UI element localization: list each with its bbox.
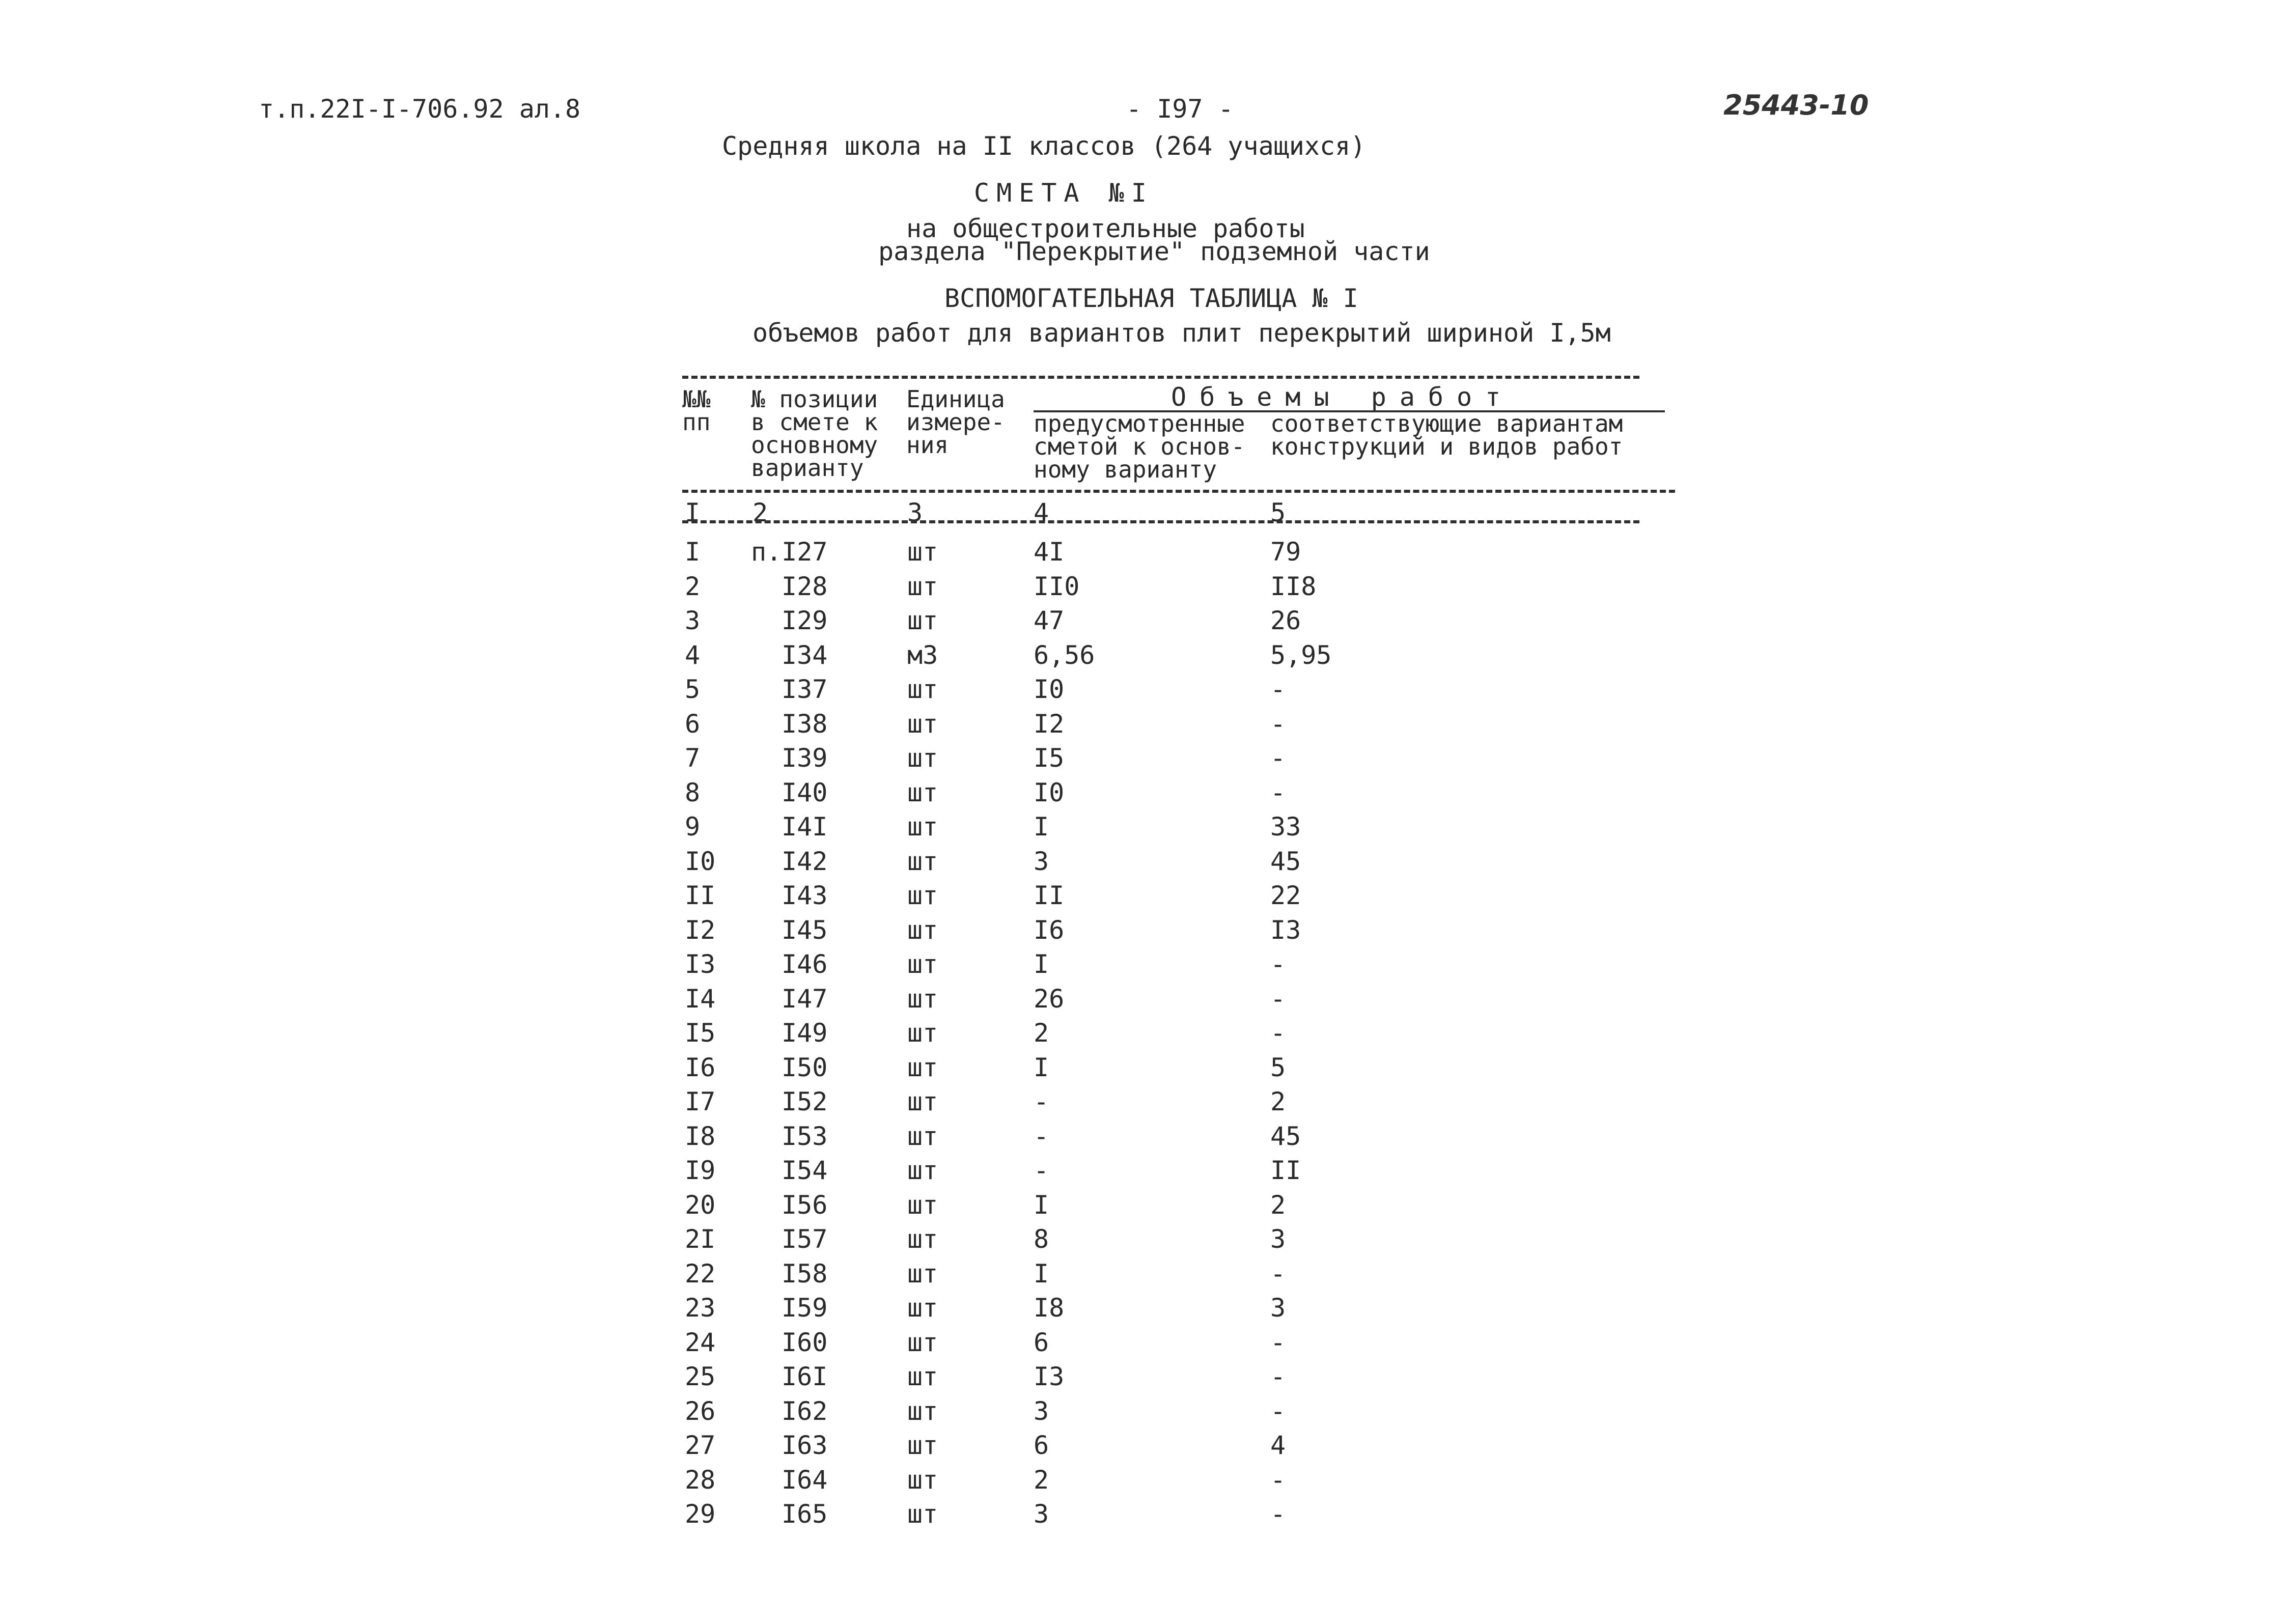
row-number: I0 [685, 846, 716, 876]
position-number: I64 [782, 1465, 828, 1495]
table-top-rule [682, 376, 1639, 379]
position-number: I65 [782, 1499, 828, 1529]
table-row [0, 1122, 2285, 1156]
unit: шт [907, 1431, 938, 1460]
volume-variant: 2 [1270, 1190, 1286, 1220]
row-number: I4 [685, 984, 716, 1014]
unit: шт [907, 1465, 938, 1495]
table-row [0, 1328, 2285, 1362]
unit: шт [907, 571, 938, 601]
volume-variant: - [1270, 1499, 1286, 1529]
table-row [0, 640, 2285, 675]
table-row [0, 1259, 2285, 1294]
table-row [0, 778, 2285, 813]
row-number: 20 [685, 1190, 716, 1220]
row-number: 5 [685, 675, 701, 704]
volume-variant: - [1270, 1327, 1286, 1357]
position-number: I37 [782, 675, 828, 704]
school-title: Средняя школа на II классов (264 учащихся) [722, 131, 1366, 161]
table-row [0, 572, 2285, 606]
table-row [0, 1465, 2285, 1500]
aux-table-description: объемов работ для вариантов плит перекрытий шириной I,5м [753, 318, 1611, 348]
table-row [0, 1224, 2285, 1259]
volume-basic: II [1034, 881, 1065, 910]
position-number: I59 [782, 1293, 828, 1323]
position-number: I60 [782, 1327, 828, 1357]
position-number: I54 [782, 1156, 828, 1185]
unit: шт [907, 1499, 938, 1529]
row-number: 6 [685, 709, 701, 739]
volume-basic: 3 [1034, 1396, 1049, 1426]
volume-basic: 6 [1034, 1327, 1049, 1357]
row-number: 29 [685, 1499, 716, 1529]
position-number: I40 [782, 777, 828, 807]
volume-variant: 4 [1270, 1431, 1286, 1460]
table-row [0, 743, 2285, 778]
header-col-1: №№ пп [682, 385, 711, 436]
header-bottom-rule [682, 490, 1675, 493]
position-number: I29 [782, 606, 828, 635]
volume-variant: - [1270, 1465, 1286, 1495]
volume-basic: 6,56 [1034, 640, 1095, 670]
unit: шт [907, 1258, 938, 1289]
volume-variant: - [1270, 675, 1286, 704]
row-number: 4 [685, 640, 701, 670]
row-number: 7 [685, 743, 701, 773]
table-row [0, 1156, 2285, 1190]
table-row [0, 1431, 2285, 1465]
volume-variant: 3 [1270, 1293, 1286, 1323]
table-row [0, 709, 2285, 744]
row-number: I2 [685, 915, 716, 945]
volume-basic: I5 [1034, 743, 1065, 773]
volume-basic: 2 [1034, 1018, 1049, 1048]
position-number: I34 [782, 640, 828, 670]
unit: шт [907, 675, 938, 704]
volume-basic: I3 [1034, 1362, 1065, 1391]
row-number: I9 [685, 1156, 716, 1185]
volume-basic: I0 [1034, 675, 1065, 704]
position-number: I46 [782, 949, 828, 979]
volume-basic: 8 [1034, 1224, 1049, 1254]
volume-basic: I [1034, 1258, 1049, 1289]
column-numbers-rule [682, 520, 1639, 523]
volume-basic: I [1034, 949, 1049, 979]
volume-basic: II0 [1034, 571, 1080, 601]
unit: шт [907, 1396, 938, 1426]
table-row [0, 1362, 2285, 1396]
position-number: I38 [782, 709, 828, 739]
unit: шт [907, 846, 938, 876]
row-number: 9 [685, 812, 701, 842]
table-row [0, 1087, 2285, 1122]
document-reference: т.п.22I-I-706.92 ал.8 [259, 94, 581, 124]
table-row [0, 675, 2285, 709]
column-number-5: 5 [1270, 498, 1286, 527]
volume-variant: - [1270, 984, 1286, 1014]
column-number-1: I [685, 498, 701, 527]
row-number: II [685, 881, 716, 910]
unit: шт [907, 1327, 938, 1357]
table-row [0, 984, 2285, 1019]
table-row [0, 949, 2285, 984]
unit: шт [907, 743, 938, 773]
column-number-2: 2 [753, 498, 768, 527]
unit: шт [907, 1087, 938, 1116]
position-number: I45 [782, 915, 828, 945]
unit: шт [907, 984, 938, 1014]
unit: шт [907, 1190, 938, 1220]
aux-table-title: ВСПОМОГАТЕЛЬНАЯ ТАБЛИЦА № I [944, 284, 1358, 313]
position-number: п.I27 [751, 537, 828, 567]
volume-variant: II [1270, 1156, 1301, 1185]
header-col-3: Единица измере- ния [906, 385, 1005, 459]
table-row [0, 1018, 2285, 1053]
table-row [0, 847, 2285, 881]
row-number: 8 [685, 777, 701, 807]
volume-basic: I0 [1034, 777, 1065, 807]
volume-variant: 79 [1270, 537, 1301, 567]
unit: шт [907, 949, 938, 979]
header-col-5: соответствующие вариантам конструкций и видов работ [1270, 410, 1623, 460]
row-number: 28 [685, 1465, 716, 1495]
row-number: 26 [685, 1396, 716, 1426]
column-number-4: 4 [1034, 498, 1049, 527]
row-number: I6 [685, 1052, 716, 1082]
volume-variant: 26 [1270, 606, 1301, 635]
volume-variant: I3 [1270, 915, 1301, 945]
table-row [0, 1053, 2285, 1087]
volume-basic: - [1034, 1121, 1049, 1151]
table-row [0, 1499, 2285, 1534]
row-number: 24 [685, 1327, 716, 1357]
table-row [0, 1293, 2285, 1328]
volume-variant: - [1270, 743, 1286, 773]
position-number: I53 [782, 1121, 828, 1151]
position-number: I43 [782, 881, 828, 910]
volume-basic: I6 [1034, 915, 1065, 945]
unit: шт [907, 1052, 938, 1082]
table-row [0, 1396, 2285, 1431]
row-number: 27 [685, 1431, 716, 1460]
volume-variant: 5,95 [1270, 640, 1332, 670]
unit: шт [907, 1224, 938, 1254]
volume-variant: - [1270, 949, 1286, 979]
table-row [0, 537, 2285, 572]
volume-variant: 33 [1270, 812, 1301, 842]
volume-basic: I [1034, 1190, 1049, 1220]
volume-basic: 2 [1034, 1465, 1049, 1495]
volume-variant: II8 [1270, 571, 1317, 601]
position-number: I57 [782, 1224, 828, 1254]
position-number: I58 [782, 1258, 828, 1289]
header-col-4: предусмотренные сметой к основ- ному варианту [1034, 410, 1245, 483]
subtitle-line-2: раздела "Перекрытие" подземной части [878, 237, 1430, 266]
row-number: 2I [685, 1224, 716, 1254]
position-number: I49 [782, 1018, 828, 1048]
row-number: I3 [685, 949, 716, 979]
row-number: 3 [685, 606, 701, 635]
row-number: I [685, 537, 701, 567]
unit: шт [907, 1362, 938, 1391]
volume-variant: 3 [1270, 1224, 1286, 1254]
position-number: I4I [782, 812, 828, 842]
unit: м3 [907, 640, 938, 670]
row-number: 25 [685, 1362, 716, 1391]
column-number-3: 3 [907, 498, 923, 527]
unit: шт [907, 606, 938, 635]
volume-variant: - [1270, 1018, 1286, 1048]
table-row [0, 1190, 2285, 1225]
unit: шт [907, 1121, 938, 1151]
table-row [0, 915, 2285, 950]
header-group-volumes: Объемы работ [1171, 382, 1514, 412]
position-number: I6I [782, 1362, 828, 1391]
volume-variant: - [1270, 709, 1286, 739]
unit: шт [907, 709, 938, 739]
table-row [0, 812, 2285, 847]
header-col-2: № позиции в смете к основному варианту [751, 385, 878, 482]
unit: шт [907, 812, 938, 842]
position-number: I42 [782, 846, 828, 876]
position-number: I39 [782, 743, 828, 773]
volume-basic: 47 [1034, 606, 1065, 635]
volume-basic: 26 [1034, 984, 1065, 1014]
position-number: I63 [782, 1431, 828, 1460]
volume-basic: - [1034, 1156, 1049, 1185]
volume-variant: - [1270, 777, 1286, 807]
volume-variant: - [1270, 1362, 1286, 1391]
position-number: I47 [782, 984, 828, 1014]
subtitle-line-1: на общестроительные работы [906, 214, 1305, 243]
volume-variant: - [1270, 1258, 1286, 1289]
volume-basic: I2 [1034, 709, 1065, 739]
volume-basic: I [1034, 1052, 1049, 1082]
smeta-title: СМЕТА №I [974, 178, 1154, 208]
unit: шт [907, 881, 938, 910]
volume-variant: 22 [1270, 881, 1301, 910]
row-number: 23 [685, 1293, 716, 1323]
volume-variant: 2 [1270, 1087, 1286, 1116]
unit: шт [907, 777, 938, 807]
position-number: I52 [782, 1087, 828, 1116]
volume-basic: 6 [1034, 1431, 1049, 1460]
volume-variant: 5 [1270, 1052, 1286, 1082]
table-body [0, 537, 2285, 1534]
page-number: - I97 - [1126, 94, 1234, 124]
position-number: I56 [782, 1190, 828, 1220]
row-number: I7 [685, 1087, 716, 1116]
row-number: I8 [685, 1121, 716, 1151]
row-number: 2 [685, 571, 701, 601]
volume-basic: - [1034, 1087, 1049, 1116]
table-row [0, 881, 2285, 915]
volume-basic: 3 [1034, 846, 1049, 876]
unit: шт [907, 537, 938, 567]
unit: шт [907, 1293, 938, 1323]
position-number: I50 [782, 1052, 828, 1082]
unit: шт [907, 1018, 938, 1048]
volume-variant: 45 [1270, 1121, 1301, 1151]
unit: шт [907, 1156, 938, 1185]
row-number: I5 [685, 1018, 716, 1048]
volume-basic: I8 [1034, 1293, 1065, 1323]
volume-basic: 4I [1034, 537, 1065, 567]
position-number: I62 [782, 1396, 828, 1426]
handwritten-number: 25443-10 [1723, 89, 1869, 121]
table-row [0, 606, 2285, 640]
volume-basic: I [1034, 812, 1049, 842]
row-number: 22 [685, 1258, 716, 1289]
volume-variant: 45 [1270, 846, 1301, 876]
volume-basic: 3 [1034, 1499, 1049, 1529]
unit: шт [907, 915, 938, 945]
volume-variant: - [1270, 1396, 1286, 1426]
position-number: I28 [782, 571, 828, 601]
